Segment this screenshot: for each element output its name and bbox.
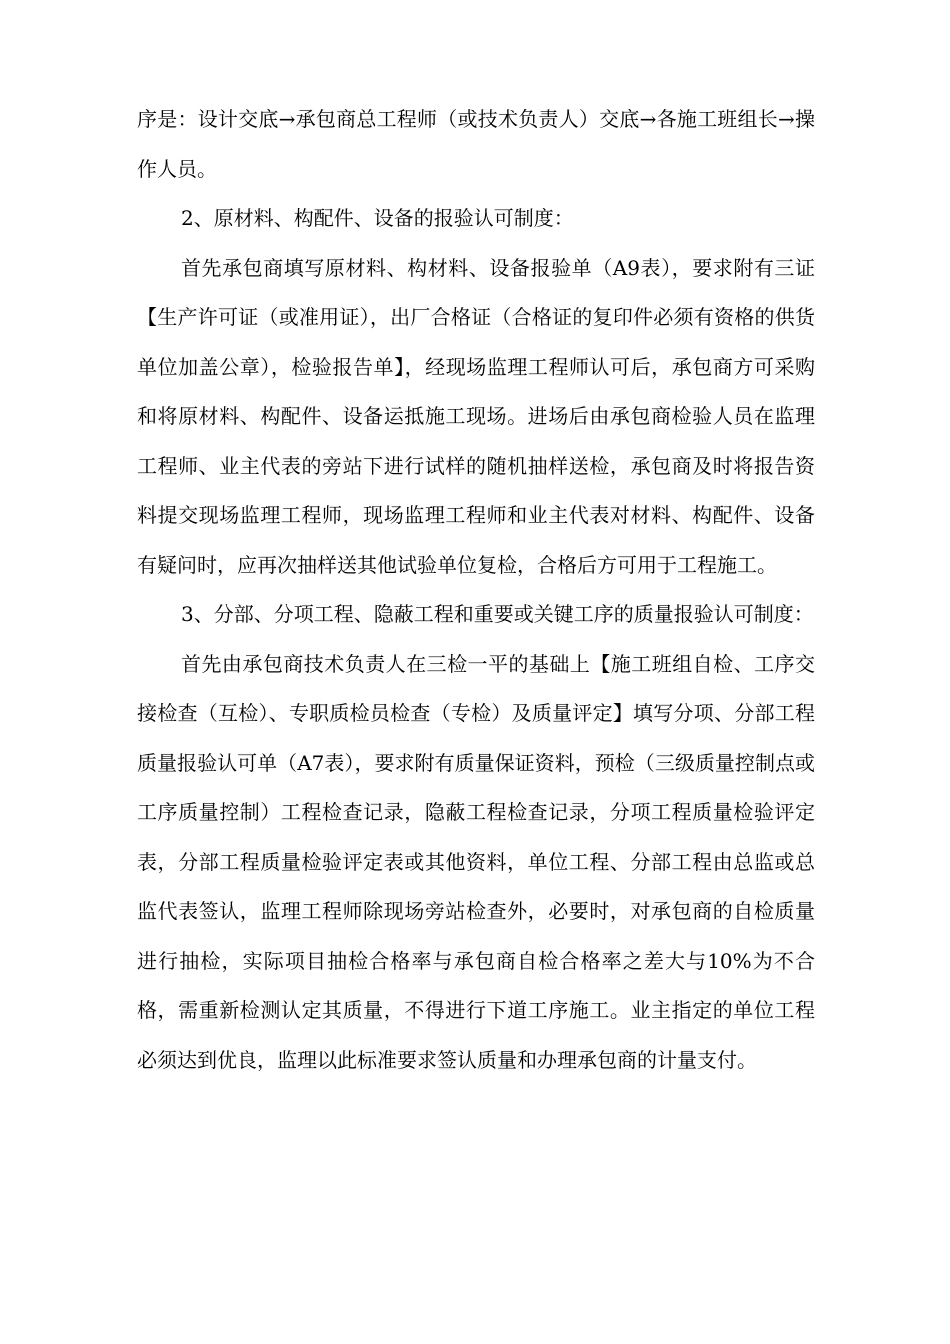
paragraph-quality-approval: 首先由承包商技术负责人在三检一平的基础上【施工班组自检、工序交接检查（互检）、专职质检员检查（专检）及质量评定】填写分项、分部工程质量报验认可单（A7表），要求附有质量保证资料，预检（三级质量控制点或工序质量控制）工程检查记录，隐蔽工程检查记录，分项工程质量检验评定表，分部工程质量检验评定表或其他资料，单位工程、分部工程由总监或总监代表签认，监理工程师除现场旁站检查外，必要时，对承包商的自检质量进行抽检，实际项目抽检合格率与承包商自检合格率之差大与10%为不合格，需重新检测认定其质量，不得进行下道工序施工。业主指定的单位工程必须达到优良，监理以此标准要求签认质量和办理承包商的计量支付。 (137, 651, 815, 1072)
document-body (137, 95, 815, 1085)
paragraph-material-approval: 首先承包商填写原材料、构材料、设备报验单（A9表），要求附有三证【生产许可证（或准用证），出厂合格证（合格证的复印件必须有资格的供货单位加盖公章），检验报告单】，经现场监理工程师认可后，承包商方可采购和将原材料、构配件、设备运抵施工现场。进场后由承包商检验人员在监理工程师、业主代表的旁站下进行试样的随机抽样送检，承包商及时将报告资料提交现场监理工程师，现场监理工程师和业主代表对材料、构配件、设备有疑问时，应再次抽样送其他试验单位复检，合格后方可用于工程施工。 (137, 255, 815, 577)
paragraph-continuation: 序是：设计交底→承包商总工程师（或技术负责人）交底→各施工班组长→操作人员。 (137, 107, 815, 181)
section-heading-3: 3、分部、分项工程、隐蔽工程和重要或关键工序的质量报验认可制度： (181, 602, 814, 626)
section-heading-2: 2、原材料、构配件、设备的报验认可制度： (181, 206, 574, 230)
